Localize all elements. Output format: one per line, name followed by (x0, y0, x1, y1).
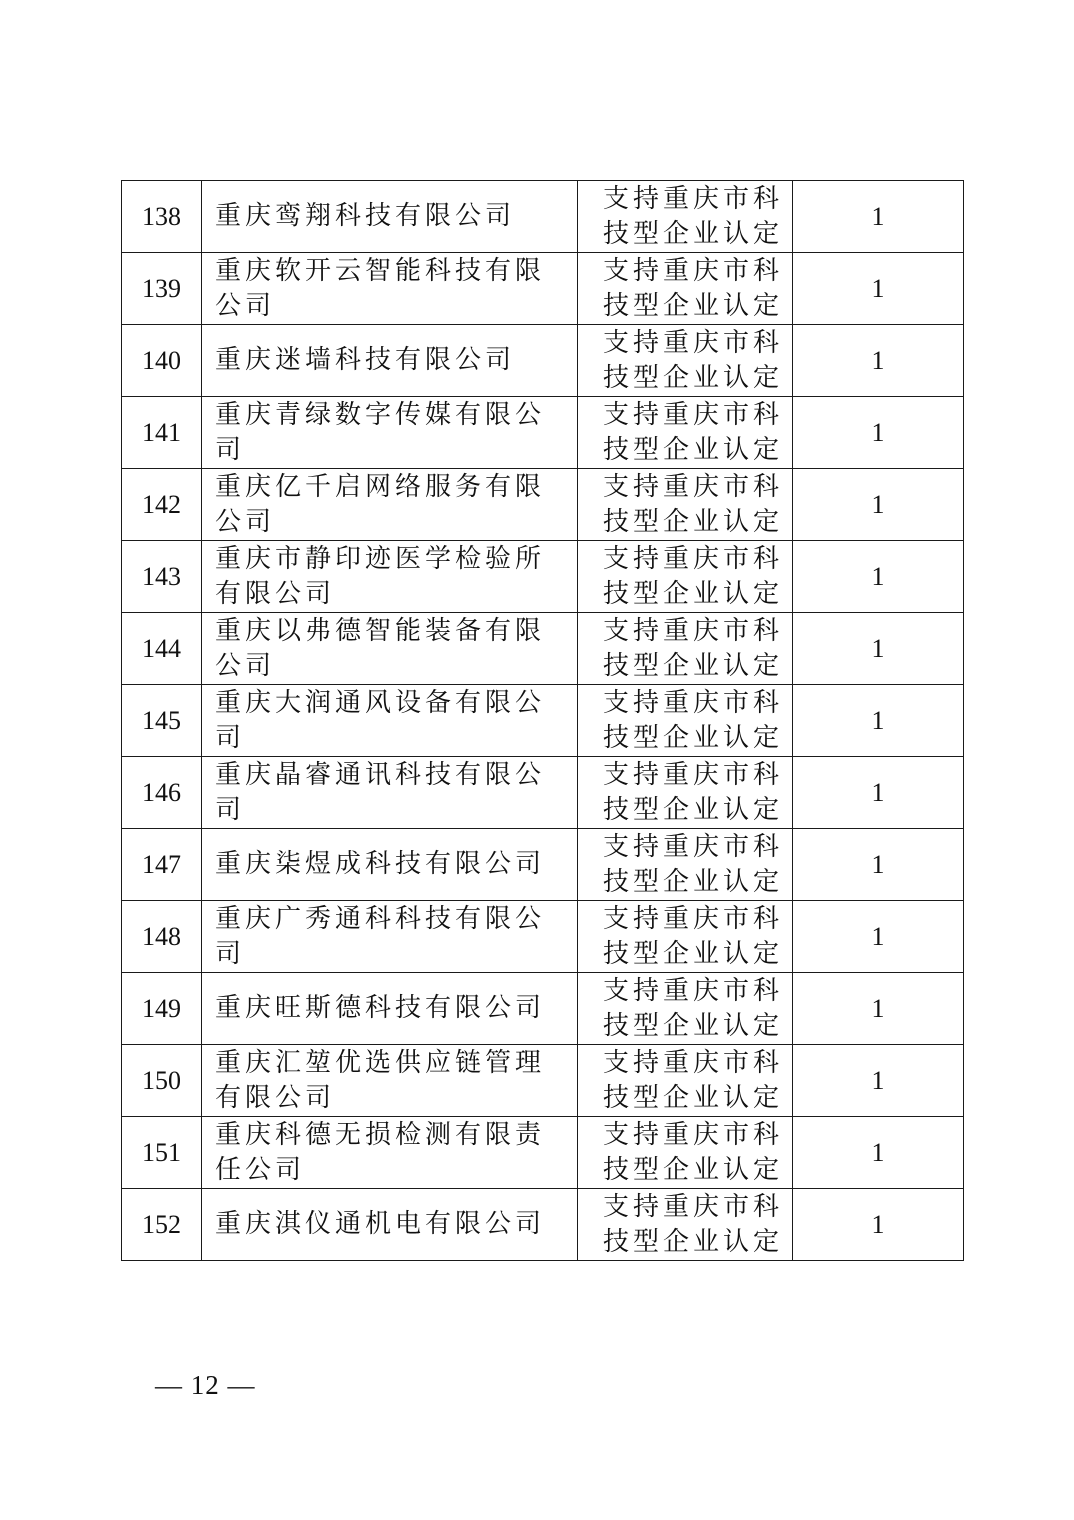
table-row (122, 1189, 964, 1261)
company-name-cell: 重庆以弗德智能装备有限公司 (202, 613, 578, 685)
support-type-cell: 支持重庆市科技型企业认定 (578, 253, 793, 325)
table-row (122, 253, 964, 325)
company-name-cell: 重庆广秀通科科技有限公司 (202, 901, 578, 973)
count-cell: 1 (793, 973, 964, 1045)
support-type-cell: 支持重庆市科技型企业认定 (578, 829, 793, 901)
support-type-cell: 支持重庆市科技型企业认定 (578, 1117, 793, 1189)
count-cell: 1 (793, 1045, 964, 1117)
table-row (122, 325, 964, 397)
row-number-cell: 147 (122, 829, 202, 901)
table-row (122, 397, 964, 469)
table-row (122, 469, 964, 541)
count-cell: 1 (793, 901, 964, 973)
row-number-cell: 151 (122, 1117, 202, 1189)
row-number-cell: 143 (122, 541, 202, 613)
company-name-cell: 重庆汇堃优选供应链管理有限公司 (202, 1045, 578, 1117)
count-cell: 1 (793, 1189, 964, 1261)
company-name-cell: 重庆亿千启网络服务有限公司 (202, 469, 578, 541)
support-type-cell: 支持重庆市科技型企业认定 (578, 901, 793, 973)
count-cell: 1 (793, 829, 964, 901)
company-name-cell: 重庆迷墙科技有限公司 (202, 325, 578, 397)
company-name-cell: 重庆鸾翔科技有限公司 (202, 181, 578, 253)
support-type-cell: 支持重庆市科技型企业认定 (578, 973, 793, 1045)
count-cell: 1 (793, 469, 964, 541)
company-name-cell: 重庆淇仪通机电有限公司 (202, 1189, 578, 1261)
support-type-cell: 支持重庆市科技型企业认定 (578, 325, 793, 397)
company-name-cell: 重庆柒煜成科技有限公司 (202, 829, 578, 901)
support-type-cell: 支持重庆市科技型企业认定 (578, 685, 793, 757)
company-name-cell: 重庆青绿数字传媒有限公司 (202, 397, 578, 469)
row-number-cell: 141 (122, 397, 202, 469)
table-row (122, 1117, 964, 1189)
row-number-cell: 149 (122, 973, 202, 1045)
table-row (122, 973, 964, 1045)
support-type-cell: 支持重庆市科技型企业认定 (578, 757, 793, 829)
page-number: — 12 — (155, 1370, 256, 1400)
count-cell: 1 (793, 325, 964, 397)
table-row (122, 829, 964, 901)
row-number-cell: 150 (122, 1045, 202, 1117)
table-body (122, 181, 964, 1261)
table-row (122, 613, 964, 685)
row-number-cell: 152 (122, 1189, 202, 1261)
company-list-table (121, 180, 964, 1261)
table-row (122, 757, 964, 829)
row-number-cell: 139 (122, 253, 202, 325)
support-type-cell: 支持重庆市科技型企业认定 (578, 397, 793, 469)
company-name-cell: 重庆旺斯德科技有限公司 (202, 973, 578, 1045)
count-cell: 1 (793, 181, 964, 253)
table-row (122, 181, 964, 253)
count-cell: 1 (793, 397, 964, 469)
table-row (122, 1045, 964, 1117)
company-name-cell: 重庆软开云智能科技有限公司 (202, 253, 578, 325)
support-type-cell: 支持重庆市科技型企业认定 (578, 541, 793, 613)
support-type-cell: 支持重庆市科技型企业认定 (578, 469, 793, 541)
row-number-cell: 138 (122, 181, 202, 253)
row-number-cell: 144 (122, 613, 202, 685)
row-number-cell: 146 (122, 757, 202, 829)
table-row (122, 541, 964, 613)
row-number-cell: 148 (122, 901, 202, 973)
row-number-cell: 145 (122, 685, 202, 757)
count-cell: 1 (793, 613, 964, 685)
count-cell: 1 (793, 757, 964, 829)
table-row (122, 901, 964, 973)
count-cell: 1 (793, 1117, 964, 1189)
count-cell: 1 (793, 253, 964, 325)
support-type-cell: 支持重庆市科技型企业认定 (578, 1189, 793, 1261)
row-number-cell: 142 (122, 469, 202, 541)
table-row (122, 685, 964, 757)
row-number-cell: 140 (122, 325, 202, 397)
support-type-cell: 支持重庆市科技型企业认定 (578, 1045, 793, 1117)
company-name-cell: 重庆大润通风设备有限公司 (202, 685, 578, 757)
support-type-cell: 支持重庆市科技型企业认定 (578, 181, 793, 253)
company-name-cell: 重庆科德无损检测有限责任公司 (202, 1117, 578, 1189)
count-cell: 1 (793, 541, 964, 613)
company-name-cell: 重庆晶睿通讯科技有限公司 (202, 757, 578, 829)
count-cell: 1 (793, 685, 964, 757)
support-type-cell: 支持重庆市科技型企业认定 (578, 613, 793, 685)
company-name-cell: 重庆市静印迹医学检验所有限公司 (202, 541, 578, 613)
